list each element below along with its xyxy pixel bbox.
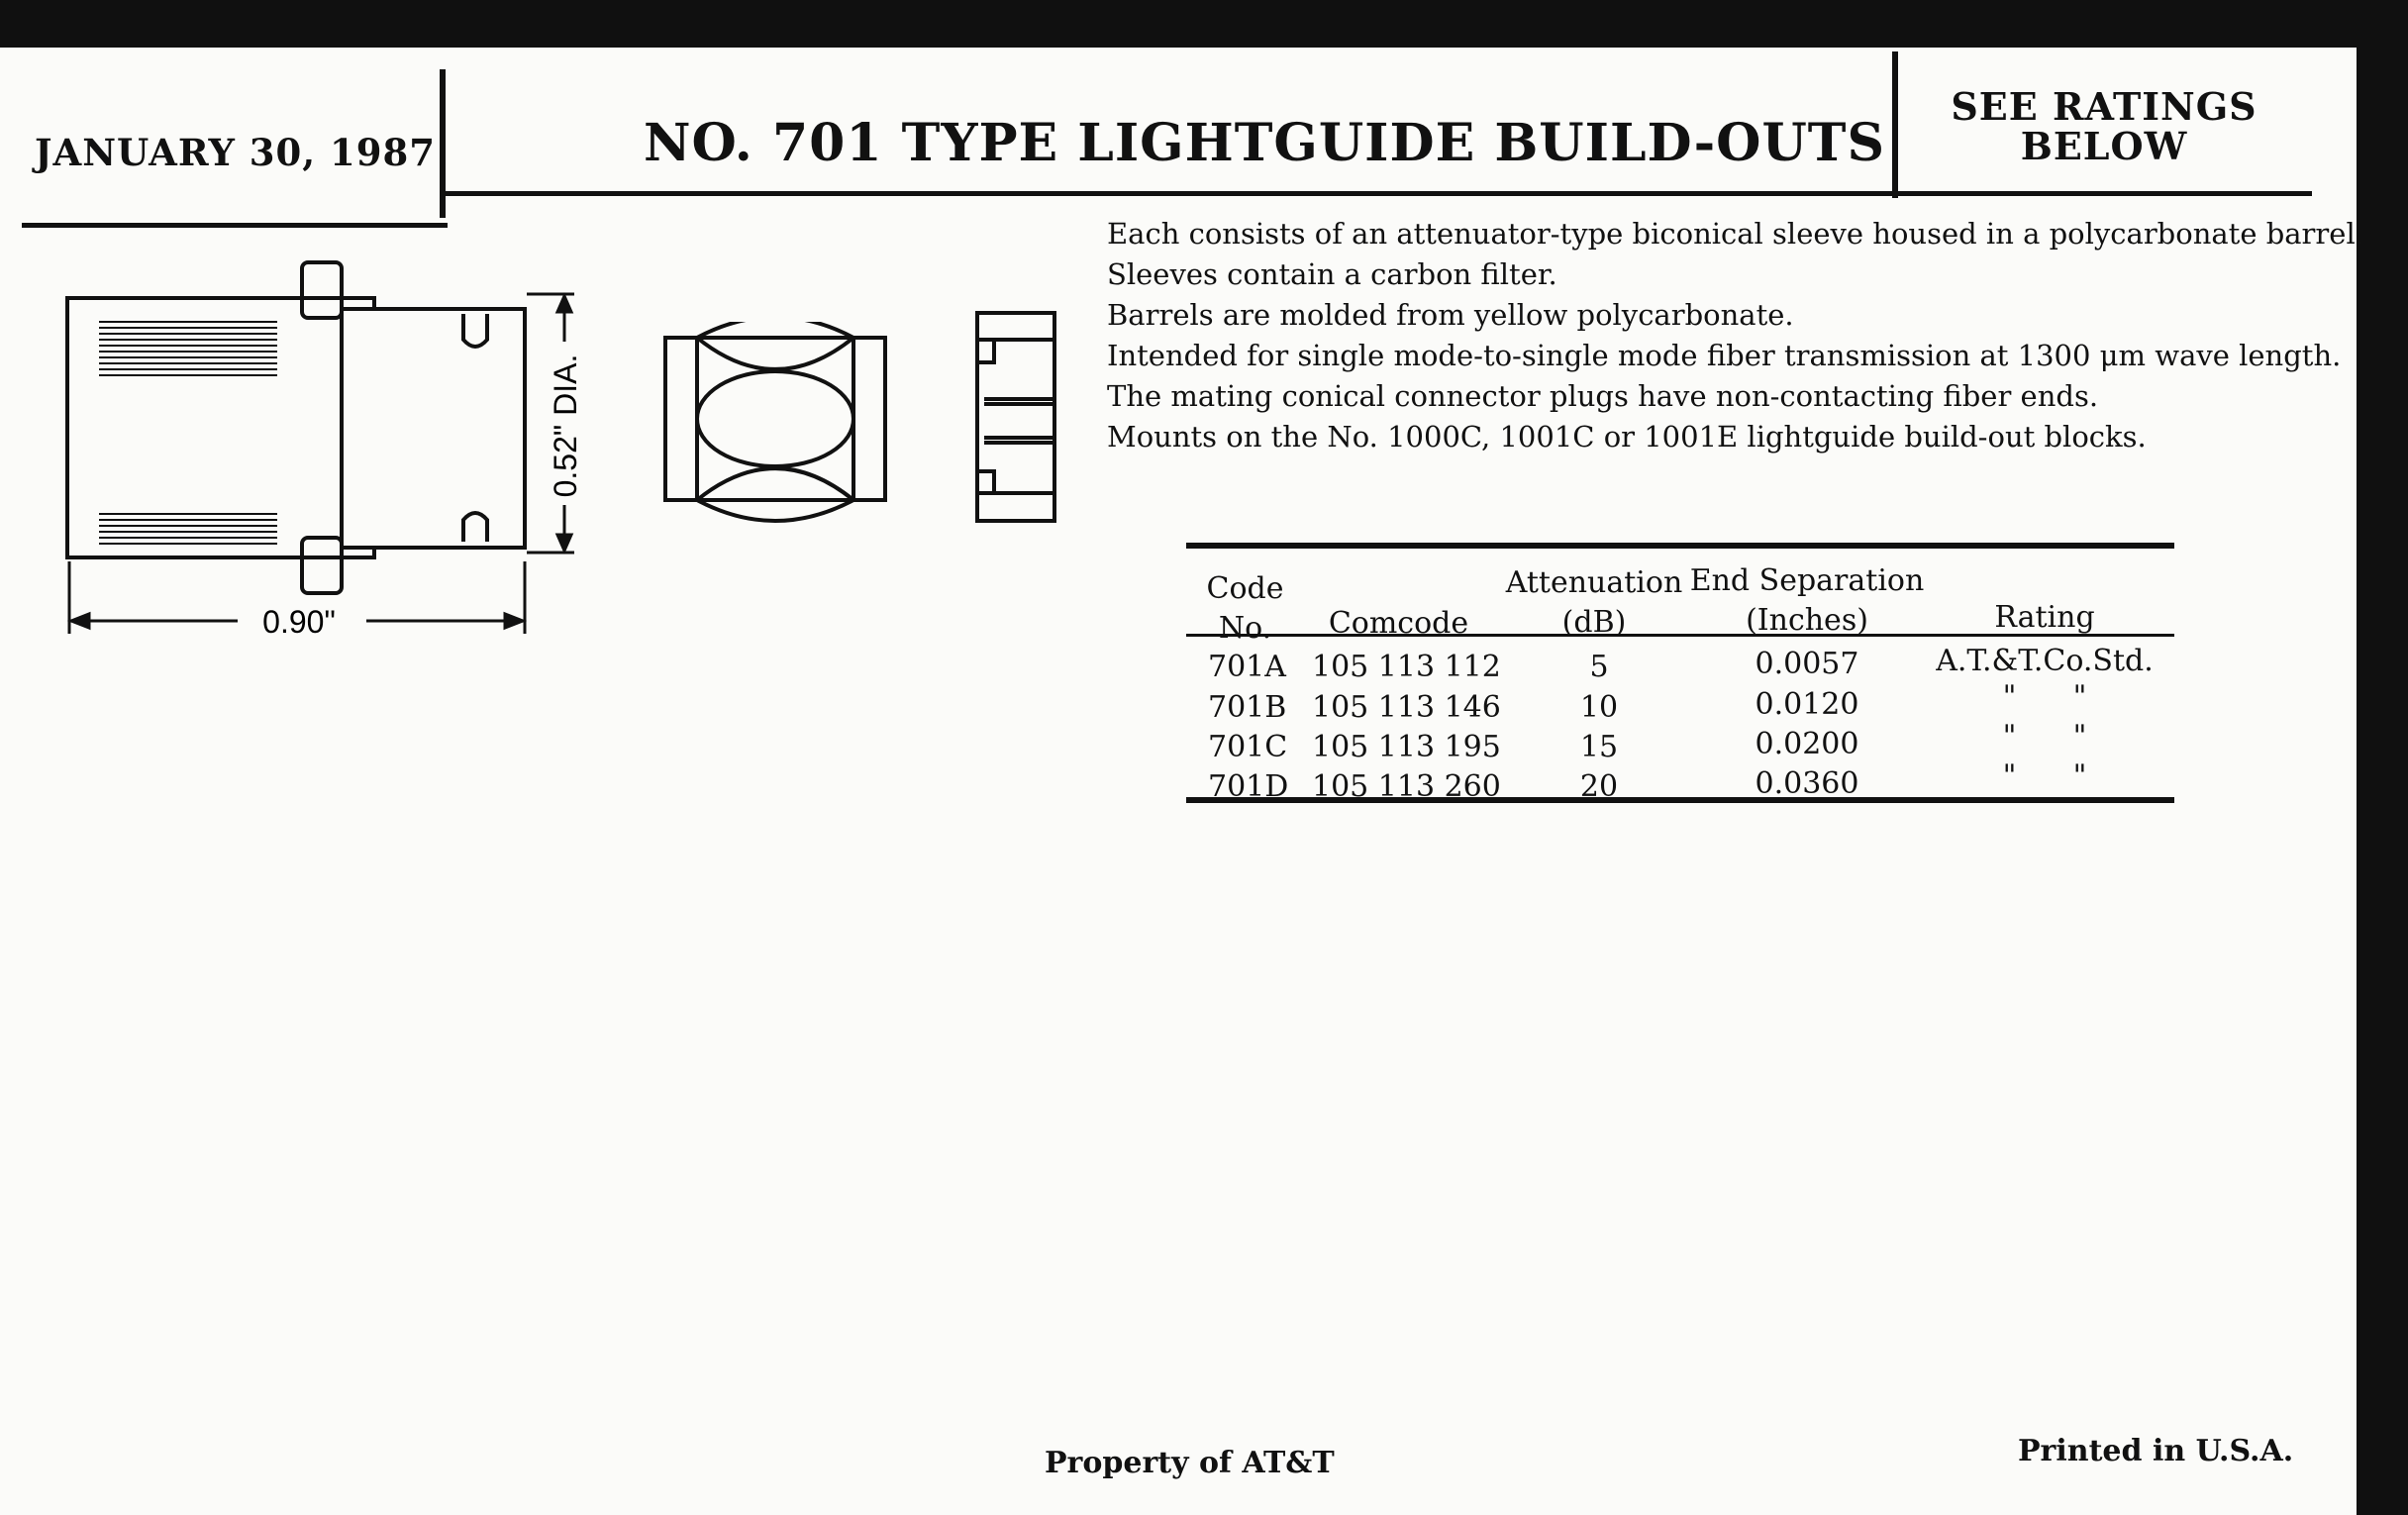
cell-code: 701C [1208, 730, 1288, 764]
description-line: The mating conical connector plugs have non-contacting fiber ends. [1107, 379, 2099, 413]
cell-comcode: 105 113 195 [1312, 730, 1501, 764]
table-top-rule [1186, 543, 2174, 549]
page-title: NO. 701 TYPE LIGHTGUIDE BUILD-OUTS [644, 113, 1886, 173]
cell-rating: A.T.&T.Co.Std. [1936, 644, 2154, 678]
cell-comcode: 105 113 146 [1312, 690, 1501, 725]
rating-note [1911, 84, 2297, 168]
footer-property: Property of AT&T [1045, 1446, 1335, 1480]
description-line: Mounts on the No. 1000C, 1001C or 1001E lightguide build-out blocks. [1107, 420, 2147, 454]
description-line: Each consists of an attenuator-type biconical sleeve housed in a polycarbonate barrel. [1107, 217, 2364, 251]
rating-note-line1: SEE RATINGS [1951, 84, 2258, 129]
cell-end-separation: 0.0057 [1755, 647, 1859, 681]
length-label: 0.90" [262, 604, 336, 640]
cell-rating: " " [2002, 679, 2087, 714]
cell-attenuation: 15 [1579, 730, 1619, 764]
header-bottom-rule-right [446, 191, 2312, 196]
barrel-end-view-drawing [972, 305, 1061, 529]
cell-code: 701D [1208, 769, 1289, 804]
biconical-sleeve-drawing [661, 322, 889, 525]
diameter-label: 0.52" DIA. [548, 354, 583, 498]
cell-attenuation: 5 [1589, 650, 1609, 684]
description-line: Intended for single mode-to-single mode fiber transmission at 1300 μm wave length. [1107, 339, 2342, 372]
footer-printed: Printed in U.S.A. [2018, 1434, 2294, 1468]
cell-code: 701A [1208, 650, 1286, 684]
col-header-rating: Rating [1994, 600, 2095, 635]
cell-rating: " " [2002, 719, 2087, 754]
col-header-attenuation: Attenuation (dB) [1505, 565, 1683, 640]
cell-comcode: 105 113 260 [1312, 769, 1501, 804]
build-out-side-view-drawing [40, 252, 594, 649]
header-divider-right [1892, 51, 1898, 198]
col-header-code: Code No. [1206, 571, 1284, 646]
col-header-comcode: Comcode [1328, 606, 1469, 641]
rating-note-line2: BELOW [2020, 124, 2188, 168]
cell-rating: " " [2002, 758, 2087, 793]
page-date: JANUARY 30, 1987 [35, 131, 437, 174]
header-bottom-rule-left [22, 223, 448, 228]
cell-end-separation: 0.0120 [1755, 687, 1859, 722]
cell-attenuation: 20 [1579, 769, 1619, 804]
cell-comcode: 105 113 112 [1312, 650, 1501, 684]
description [1107, 214, 2364, 457]
cell-attenuation: 10 [1579, 690, 1619, 725]
col-header-end-separation: End Separation (Inches) [1689, 563, 1925, 638]
description-line: Barrels are molded from yellow polycarbonate. [1107, 298, 1794, 332]
cell-code: 701B [1208, 690, 1287, 725]
cell-end-separation: 0.0360 [1755, 766, 1859, 801]
description-line: Sleeves contain a carbon filter. [1107, 257, 1557, 291]
cell-end-separation: 0.0200 [1755, 727, 1859, 761]
